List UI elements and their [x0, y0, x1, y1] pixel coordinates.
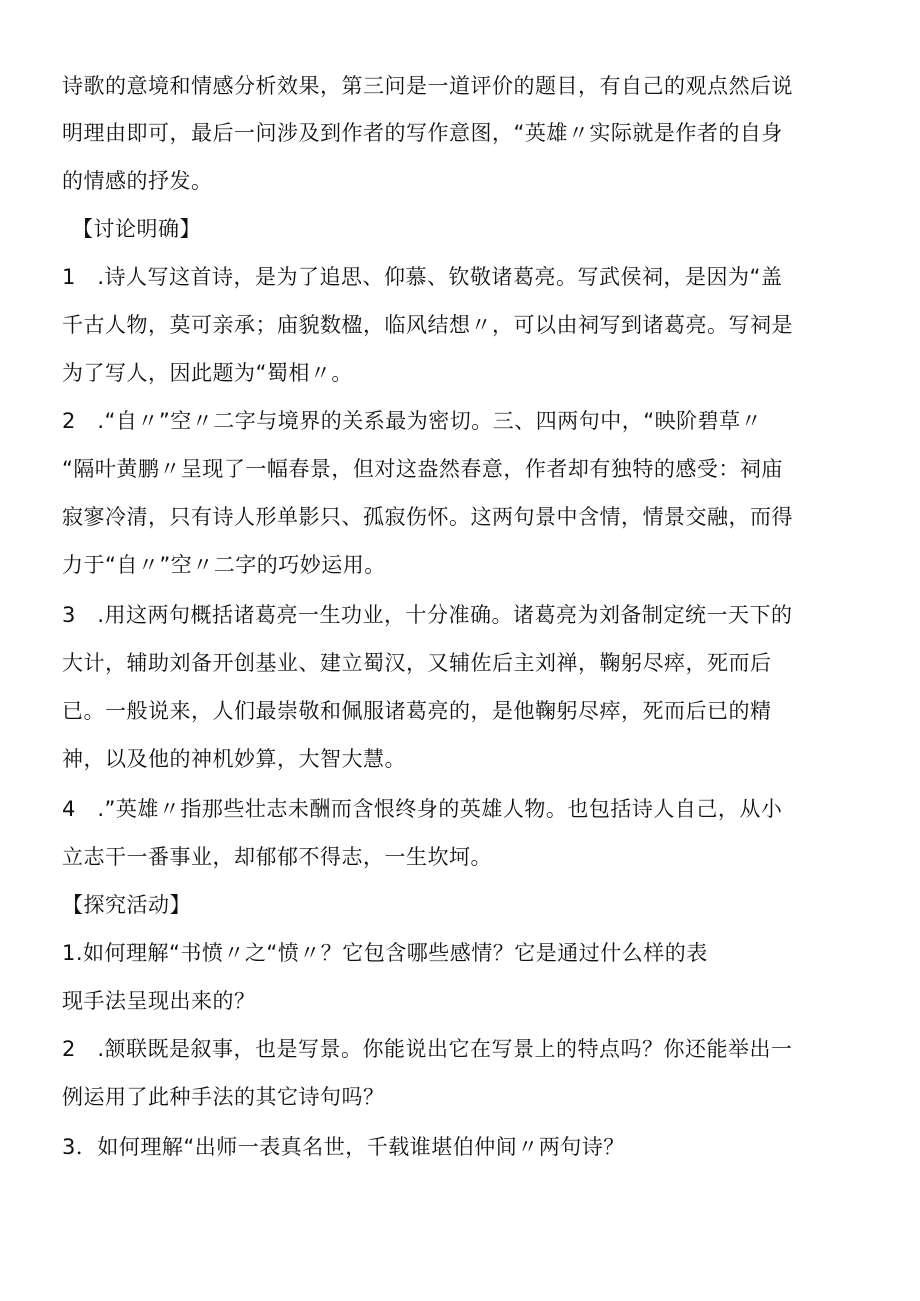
discussion-item-4-line-2: 立志干一番事业，却郁郁不得志，一生坎坷。 — [62, 845, 492, 869]
intro-line-1: 诗歌的意境和情感分析效果，第三问是一道评价的题目，有自己的观点然后说 — [62, 74, 793, 98]
discussion-item-1-line-2: 千古人物，莫可亲承；庙貌数楹，临风结想〃，可以由祠写到诸葛亮。写祠是 — [62, 313, 793, 337]
discussion-item-3-line-4: 神，以及他的神机妙算，大智大慧。 — [62, 747, 406, 771]
discussion-item-1-line-1: 1 .诗人写这首诗，是为了追思、仰慕、钦敬诸葛亮。写武侯祠，是因为“盖 — [62, 265, 783, 289]
exploration-question-1-line-2: 现手法呈现出来的？ — [62, 989, 256, 1013]
discussion-item-2-line-4: 力于“自〃”空〃二字的巧妙运用。 — [62, 553, 386, 577]
discussion-item-2-line-2: “隔叶黄鹏〃呈现了一幅春景，但对这盎然春意，作者却有独特的感受：祠庙 — [62, 457, 783, 481]
discussion-item-3-line-2: 大计，辅助刘备开创基业、建立蜀汉，又辅佐后主刘禅，鞠躬尽瘁，死而后 — [62, 651, 772, 675]
discussion-item-3-line-3: 已。一般说来，人们最崇敬和佩服诸葛亮的，是他鞠躬尽瘁，死而后已的精 — [62, 699, 772, 723]
exploration-question-2-line-2: 例运用了此种手法的其它诗句吗？ — [62, 1085, 385, 1109]
exploration-question-2-line-1: 2 .颔联既是叙事，也是写景。你能说出它在写景上的特点吗？你还能举出一 — [62, 1037, 793, 1061]
discussion-item-2-line-1: 2 .“自〃”空〃二字与境界的关系最为密切。三、四两句中，“映阶碧草〃 — [62, 409, 763, 433]
exploration-heading: 【探究活动】 — [62, 893, 191, 917]
discussion-heading: 【讨论明确】 — [72, 217, 201, 241]
exploration-question-1-line-1: 1.如何理解“书愤〃之“愤〃？它包含哪些感情？它是通过什么样的表 — [62, 941, 708, 965]
discussion-item-3-line-1: 3 .用这两句概括诸葛亮一生功业，十分准确。诸葛亮为刘备制定统一天下的 — [62, 603, 793, 627]
exploration-question-3-line-1: 3．如何理解“出师一表真名世，千载谁堪伯仲间〃两句诗？ — [62, 1135, 625, 1159]
discussion-item-4-line-1: 4 .”英雄〃指那些壮志未酬而含恨终身的英雄人物。也包括诗人自己，从小 — [62, 797, 783, 821]
discussion-item-1-line-3: 为了写人，因此题为“蜀相〃。 — [62, 361, 353, 385]
intro-line-2: 明理由即可，最后一问涉及到作者的写作意图，“英雄〃实际就是作者的自身 — [62, 121, 783, 145]
discussion-item-2-line-3: 寂寥冷清，只有诗人形单影只、孤寂伤怀。这两句景中含情，情景交融，而得 — [62, 505, 793, 529]
intro-line-3: 的情感的抒发。 — [62, 169, 213, 193]
